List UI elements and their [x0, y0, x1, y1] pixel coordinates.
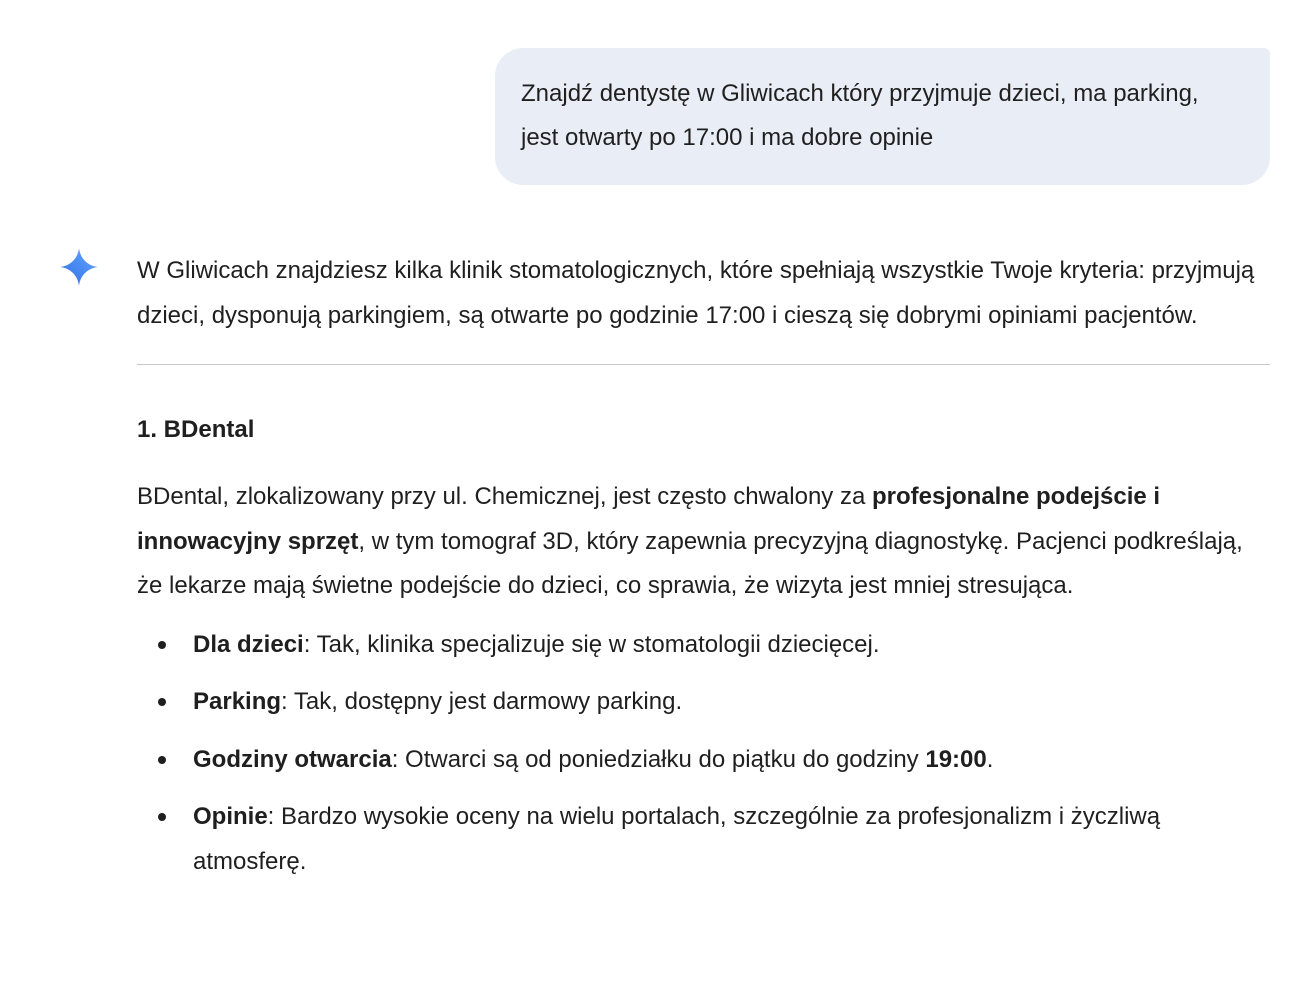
- detail-label: Parking: [193, 688, 282, 715]
- gemini-sparkle-icon: [59, 247, 99, 287]
- detail-suffix: .: [986, 745, 994, 773]
- detail-text: : Tak, klinika specjalizuje się w stomatologii dziecięcej.: [303, 630, 880, 658]
- detail-label: Godziny otwarcia: [193, 745, 392, 773]
- response-intro: W Gliwicach znajdziesz kilka klinik stomatologicznych, które spełniają wszystkie Twoje kryteria: przyjmują dzieci, dysponują parkingiem, są otwarte po godzinie 17:00 i cieszą się dobrymi opiniami pacjentów.: [137, 257, 1255, 329]
- clinic-heading: 1. BDental: [137, 416, 255, 443]
- clinic-description: [137, 475, 1247, 609]
- bullet-dot: [158, 698, 166, 706]
- description-text-continued: , w tym tomograf 3D, który zapewnia precyzyjną diagnostykę. Pacjenci podkreślają, że lekarze mają świetne podejście do dzieci, co sprawia, że wizyta jest mniej stresująca.: [137, 527, 1243, 599]
- detail-text: : Tak, dostępny jest darmowy parking.: [281, 688, 683, 715]
- detail-text: : Otwarci są od poniedziałku do piątku do godziny: [391, 745, 926, 773]
- detail-text: : Bardzo wysokie oceny na wielu portalach, szczególnie za profesjonalizm i życzliwą atmosferę.: [193, 803, 1161, 875]
- closing-time: 19:00: [925, 745, 987, 773]
- clinic-details-list: [137, 622, 1247, 885]
- user-message-text: Znajdź dentystę w Gliwicach który przyjmuje dzieci, ma parking, jest otwarty po 17:00 i ma dobre opinie: [521, 80, 1199, 151]
- description-bold: profesjonalne podejście i innowacyjny sprzęt: [137, 483, 1161, 555]
- list-item-parking: [137, 679, 1247, 724]
- list-item-opening-hours: [137, 737, 1247, 782]
- section-divider: [137, 364, 1270, 365]
- detail-label: Dla dzieci: [193, 630, 304, 658]
- bullet-dot: [158, 813, 166, 821]
- description-text: BDental, zlokalizowany przy ul. Chemicznej, jest często chwalony za: [137, 483, 872, 510]
- assistant-response: [137, 248, 1270, 897]
- list-item-children: [137, 622, 1247, 667]
- user-message-bubble: [495, 48, 1270, 185]
- list-item-reviews: [137, 794, 1247, 884]
- bullet-dot: [158, 641, 166, 649]
- bullet-dot: [158, 756, 166, 764]
- detail-label: Opinie: [193, 803, 268, 830]
